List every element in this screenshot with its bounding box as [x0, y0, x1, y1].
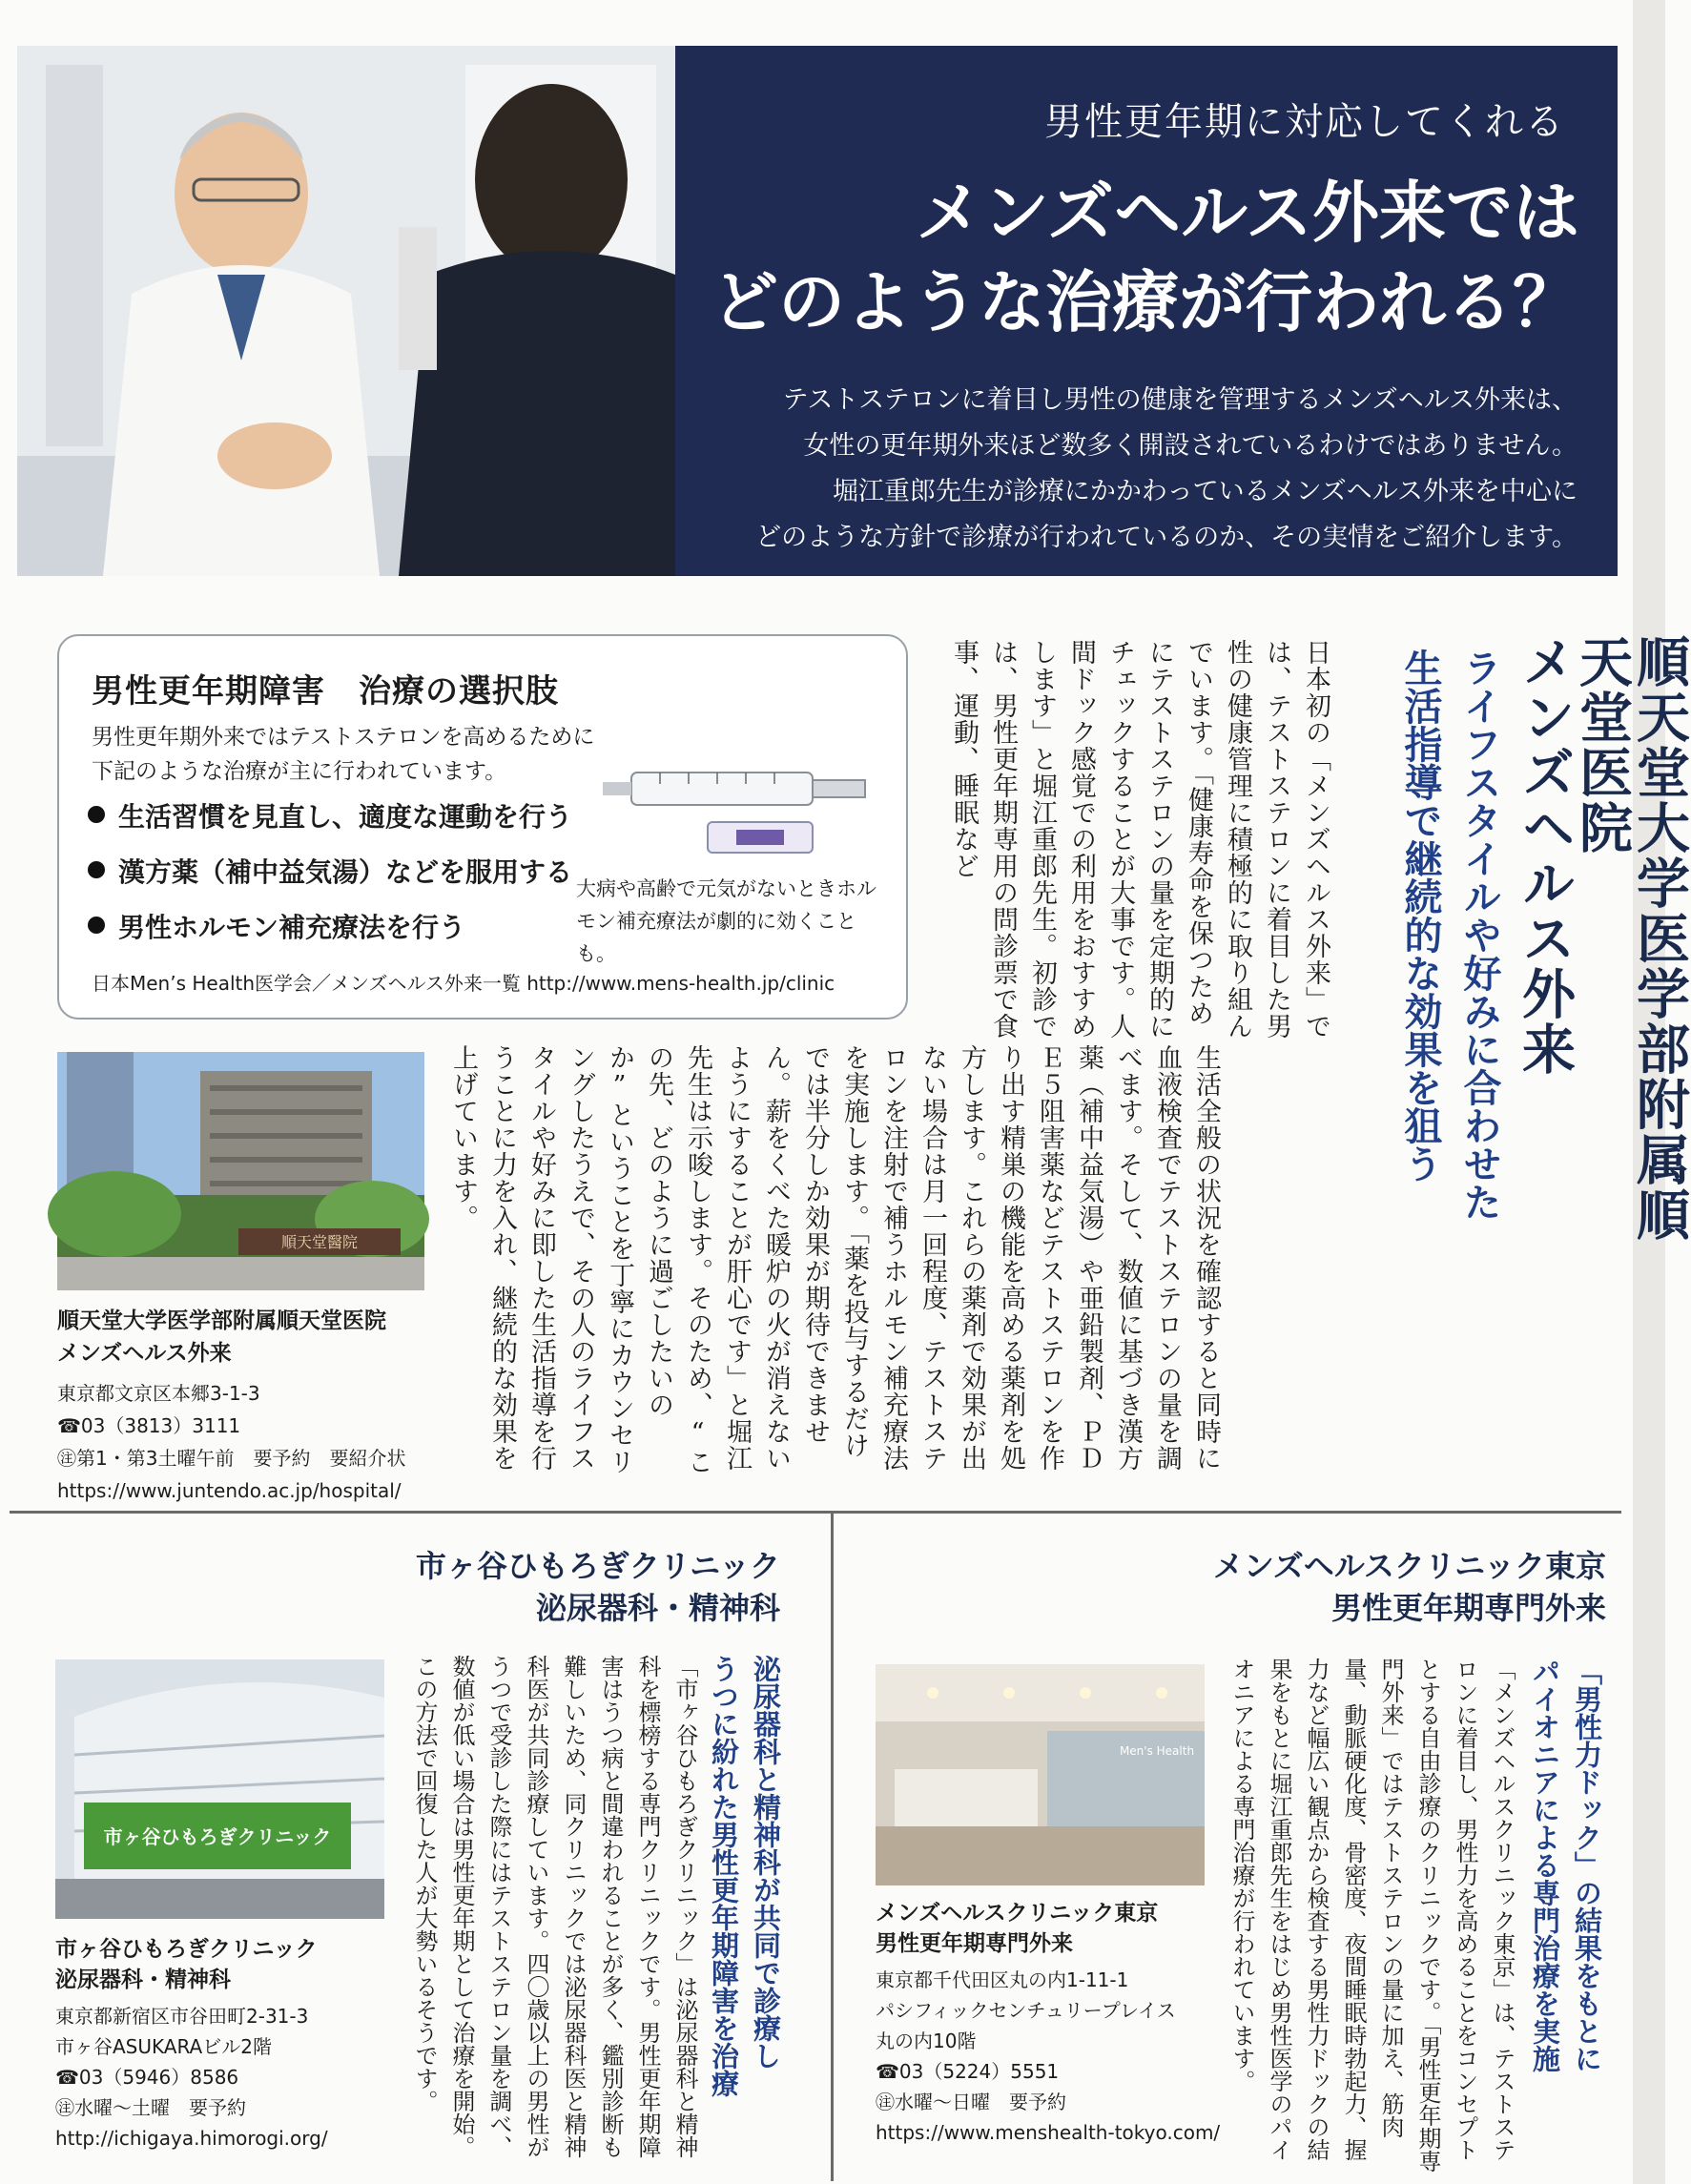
clinic-building-illustration	[55, 1659, 384, 1919]
juntendo-hospital-photo	[57, 1052, 424, 1290]
hero-title-line2: どのような治療が行われる？	[711, 262, 1579, 341]
himorogi-address-line1: 東京都新宿区市谷田町2-31-3	[55, 2005, 309, 2028]
himorogi-hours: ㊟水曜〜土曜 要予約	[55, 2096, 246, 2119]
mhct-info-card	[876, 1898, 1228, 2148]
hero-lead-line: 女性の更年期外来ほど数多く開設されているわけではありません。	[803, 431, 1578, 461]
mhct-address-line2: パシフィックセンチュリープレイス	[876, 1999, 1176, 2022]
hero-lead-line: テストステロンに着目し男性の健康を管理するメンズヘルス外来は、	[782, 385, 1578, 415]
juntendo-hours: ㊟第1・第3土曜午前 要予約 要紹介状	[57, 1447, 406, 1470]
mhct-hours: ㊟水曜〜日曜 要予約	[876, 2091, 1066, 2113]
mhct-info-name2: 男性更年期専門外来	[876, 1931, 1073, 1956]
mhct-headline-line1: 「男性力ドック」の結果をもとに	[1571, 1658, 1603, 2072]
drug-caption-line: 大病や高齢で元気がないときホル	[576, 877, 876, 900]
hero-banner	[675, 46, 1618, 576]
mhct-address-line1: 東京都千代田区丸の内1-11-1	[876, 1968, 1129, 1991]
hero-lead	[719, 378, 1578, 561]
mhct-phone: ☎03（5224）5551	[876, 2060, 1060, 2083]
mhct-address-line3: 丸の内10階	[876, 2029, 977, 2052]
juntendo-headline-line1: ライフスタイルや好みに合わせた	[1457, 649, 1501, 1221]
treatment-intro	[92, 720, 664, 789]
himorogi-address-line2: 市ヶ谷ASUKARAビル2階	[55, 2035, 272, 2058]
bullet-icon	[88, 861, 105, 878]
juntendo-body-part2: 生活全般の状況を確認すると同時に血液検査でテストステロンの量を調べます。そして、数値に基づき漢方薬（補中益気湯）や亜鉛製剤、ＰＤＥ５阻害薬などテストステロンを作り出す精巣の機能を高める薬剤を処方します。これらの薬剤で効果が出ない場合は月一回程度、テストステロンを注射で補うホルモン補充療法を実施します。「薬を投与するだけでは半分しか効果が期待できません。薪をくべた暖炉の火が消えないようにすることが肝心です」と堀江先生は示唆します。そのため、“この先、どのように過ごしたいのか”ということを丁寧にカウンセリングしたうえで、その人のライフスタイルや好みに即した生活指導を行うことに力を入れ、継続的な効果を上げています。	[448, 1044, 1221, 1475]
mhct-name-line1: メンズヘルスクリニック東京	[1212, 1548, 1606, 1584]
hero-title	[711, 168, 1579, 347]
treatment-options-box	[57, 634, 908, 1020]
treatment-option-item	[88, 852, 572, 890]
himorogi-info-name1: 市ヶ谷ひもろぎクリニック	[55, 1937, 318, 1962]
himorogi-name-line1: 市ヶ谷ひもろぎクリニック	[415, 1548, 780, 1584]
syringe-icon	[593, 755, 879, 870]
treatment-option-label: 男性ホルモン補充療法を行う	[118, 912, 466, 943]
himorogi-clinic-photo	[55, 1659, 384, 1919]
himorogi-info-name2: 泌尿器科・精神科	[55, 1968, 231, 1992]
mhct-name-line2: 男性更年期専門外来	[1330, 1590, 1606, 1626]
doctor-consultation-illustration	[17, 46, 675, 576]
juntendo-url-link[interactable]: https://www.juntendo.ac.jp/hospital/	[57, 1479, 402, 1502]
treatment-option-label: 漢方薬（補中益気湯）などを服用する	[118, 856, 573, 888]
mhct-body: 「メンズヘルスクリニック東京」は、テストステロンに着目し、男性力を高めることをコンセプトとする自由診療のクリニックです。「男性更年期専門外来」ではテストステロンの量に加え、筋肉量、動脈硬化度、骨密度、夜間睡眠時勃起力、握力など幅広い観点から検査する男性力ドックの結果をもとに堀江重郎先生をはじめ男性医学のパイオニアによる専門治療が行われています。	[1228, 1658, 1516, 2173]
hero-lead-line: 堀江重郎先生が診療にかかわっているメンズヘルス外来を中心に	[832, 477, 1578, 506]
himorogi-body: 「市ヶ谷ひもろぎクリニック」は泌尿器科と精神科を標榜する専門クリニックです。男性更年期障害はうつ病と間違われることが多く、鑑別診断も難しいため、同クリニックでは泌尿器科医と精神科医が共同診療しています。四〇歳以上の男性がうつで受診した際にはテストステロン量を調べ、数値が低い場合は男性更年期として治療を開始。この方法で回復した人が大勢いるそうです。	[411, 1655, 698, 2158]
juntendo-address: 東京都文京区本郷3-1-3	[57, 1382, 260, 1405]
treatment-option-item	[88, 796, 572, 834]
treatment-title: 男性更年期障害 治療の選択肢	[92, 672, 559, 711]
clinic-lobby-illustration	[876, 1664, 1205, 1885]
hospital-building-illustration	[57, 1052, 424, 1290]
hero-lead-line: どのような方針で診療が行われているのか、その実情をご紹介します。	[755, 523, 1578, 552]
juntendo-name-line1: 順天堂大学医学部附属順天堂医院	[1571, 634, 1691, 1243]
mhct-url-link[interactable]: https://www.menshealth-tokyo.com/	[876, 2121, 1221, 2144]
section-divider-horizontal	[10, 1511, 1621, 1514]
drug-caption-line: モン補充療法が劇的に効くことも。	[576, 910, 856, 965]
juntendo-body-part1: 日本初の「メンズヘルス外来」では、テストステロンに着目した男性の健康管理に積極的に取り組んでいます。「健康寿命を保つためにテストステロンの量を定期的にチェックすることが大事です。人間ドック感覚での利用をおすすめします」と堀江重郎先生。初診では、男性更年期専用の問診票で食事、運動、睡眠など	[949, 639, 1330, 1040]
hero-kicker: 男性更年期に対応してくれる	[1044, 100, 1565, 144]
juntendo-headline-line2: 生活指導で継続的な効果を狙う	[1398, 649, 1442, 1183]
section-divider-vertical	[831, 1514, 834, 2181]
bullet-icon	[88, 917, 105, 934]
mhct-clinic-photo	[876, 1664, 1205, 1885]
himorogi-phone: ☎03（5946）8586	[55, 2066, 239, 2089]
mhct-headline-line2: パイオニアによる専門治療を実施	[1529, 1658, 1561, 2072]
juntendo-info-name2: メンズヘルス外来	[57, 1341, 232, 1366]
himorogi-url-link[interactable]: http://ichigaya.himorogi.org/	[55, 2127, 328, 2150]
himorogi-info-card	[55, 1934, 408, 2153]
juntendo-info-name1: 順天堂大学医学部附属順天堂医院	[57, 1308, 386, 1333]
treatment-intro-line: 下記のような治療が主に行われています。	[92, 759, 507, 784]
treatment-source-link[interactable]: 日本Men’s Health医学会／メンズヘルス外来一覧 http://www.mens-health.jp/clinic	[92, 972, 835, 995]
himorogi-headline-line2: うつに紛れた男性更年期障害を治療	[708, 1655, 740, 2097]
treatment-option-label: 生活習慣を見直し、適度な運動を行う	[118, 801, 573, 833]
himorogi-headline-line1: 泌尿器科と精神科が共同で診療し	[750, 1655, 782, 2070]
himorogi-headline	[703, 1655, 787, 2179]
mhct-headline	[1524, 1658, 1608, 2182]
himorogi-clinic-name	[416, 1545, 780, 1629]
bullet-icon	[88, 806, 105, 823]
juntendo-headline	[1391, 649, 1509, 1268]
treatment-intro-line: 男性更年期外来ではテストステロンを高めるために	[92, 725, 595, 750]
juntendo-phone: ☎03（3813）3111	[57, 1414, 241, 1437]
juntendo-name-line2: メンズヘルス外来	[1514, 634, 1577, 1077]
juntendo-info-card	[57, 1305, 458, 1507]
mhct-photo-sign: Men's Health	[1119, 1744, 1195, 1758]
hero-title-line1: メンズヘルス外来では	[916, 173, 1579, 252]
himorogi-photo-sign: 市ヶ谷ひもろぎクリニック	[103, 1825, 332, 1848]
juntendo-photo-sign: 順天堂醫院	[280, 1233, 359, 1251]
hero-photo	[17, 46, 675, 576]
treatment-option-item	[88, 907, 465, 945]
juntendo-clinic-name	[1514, 634, 1691, 1264]
mhct-clinic-name	[1213, 1545, 1606, 1629]
himorogi-name-line2: 泌尿器科・精神科	[535, 1590, 780, 1626]
mhct-info-name1: メンズヘルスクリニック東京	[876, 1901, 1159, 1926]
drug-caption	[576, 873, 891, 970]
